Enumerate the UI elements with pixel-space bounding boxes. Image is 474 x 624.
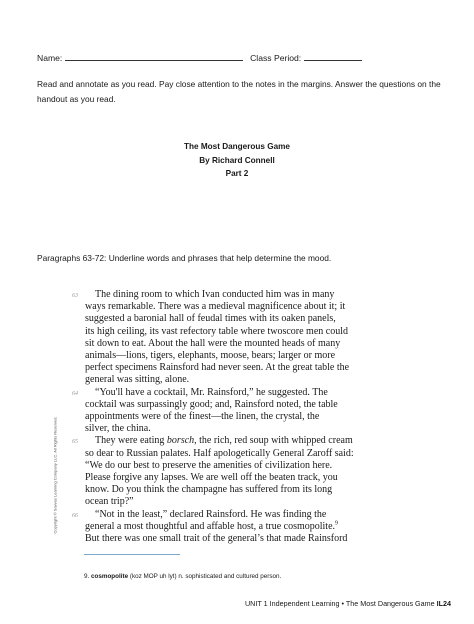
paragraph-63 (72, 289, 392, 387)
footnote-term: cosmopolite (91, 573, 129, 580)
passage-line: so dear to Russian palates. Half apologetically General Zaroff said: (85, 447, 354, 459)
passage-line: suggested a baronial hall of feudal times with its oaken panels, (85, 313, 336, 325)
footnote-marker: 9 (335, 520, 339, 527)
italic-word-borsch: borsch (166, 435, 195, 447)
passage-line: appointments were of the finest—the linen, the crystal, the (85, 411, 320, 423)
passage-line: “You'll have a cocktail, Mr. Rainsford,” he suggested. The (95, 386, 328, 398)
story-part: Part 2 (225, 169, 249, 179)
passage-line: perfect specimens Rainsford had never seen. At the great table the (85, 362, 350, 374)
passage-line: Please forgive any lapses. We are well off the beaten track, you (85, 472, 338, 484)
page-footer (245, 599, 451, 608)
instructions: Read and annotate as you read. Pay close attention to the notes in the margins. Answer the questions on the handout as you read. (37, 79, 441, 104)
passage-line: “Not in the least,” declared Rainsford. He was finding the (95, 508, 327, 520)
class-period-blank (304, 52, 362, 61)
footnote-definition: n. sophisticated and cultured person. (178, 573, 282, 580)
passage-line: general a most thoughtful and affable host, a true cosmopolite.$^9$ (85, 520, 339, 532)
story-author: By Richard Connell (199, 155, 275, 165)
passage-line: animals—lions, tigers, elephants, moose, bears; larger or more (85, 350, 336, 362)
passage-line: “We do our best to preserve the amenities of civilization here. (85, 459, 333, 471)
passage-line: silver, the china. (85, 423, 151, 435)
story-title: The Most Dangerous Game (183, 142, 290, 151)
footnote-pronunciation: (koz MOP uh lyt) (129, 573, 177, 580)
paragraph-66 (72, 509, 392, 546)
footer-text: UNIT 1 Independent Learning • The Most Dangerous Game (244, 599, 435, 608)
paragraph-number: 66 (72, 512, 78, 519)
task-instruction: Paragraphs 63-72: Underline words and phrases that help determine the mood. (37, 253, 332, 263)
passage-line: ways remarkable. There was a medieval magnificence about it; it (85, 301, 346, 313)
passage-line: its high ceiling, its vast refectory table where twoscore men could (85, 325, 348, 337)
passage-line: They were eating borsch, the rich, red soup with whipped cream (95, 435, 353, 447)
paragraph-number: 65 (72, 439, 78, 446)
page-number: IL24 (436, 599, 451, 608)
passage-line: ocean trip?” (85, 496, 134, 508)
passage-line: sit down to eat. About the hall were the mounted heads of many (85, 337, 341, 349)
passage-line: know. Do you think the champagne has suffered from its long (85, 484, 333, 496)
footnote-divider (84, 554, 180, 555)
name-label: Name: (37, 53, 63, 63)
footnote-number: 9. (84, 573, 90, 580)
passage-line: cocktail was surpassingly good; and, Rainsford noted, the table (85, 398, 338, 410)
name-blank (65, 52, 243, 61)
copyright-notice: Copyright © Savvas Learning Company LLC. All Rights Reserved. (52, 416, 58, 534)
class-period-label: Class Period: (250, 53, 302, 63)
footnote (84, 573, 281, 580)
passage-line: But there was one small trait of the general’s that made Rainsford (85, 533, 348, 545)
paragraph-65 (72, 435, 392, 508)
passage-line: The dining room to which Ivan conducted him was in many (95, 289, 335, 300)
paragraph-number: 64 (72, 390, 78, 397)
title-block (0, 140, 474, 181)
passage (72, 289, 392, 545)
passage-line: general was sitting, alone. (85, 374, 190, 386)
paragraph-64 (72, 387, 392, 436)
student-info-line (37, 52, 362, 63)
paragraph-number: 63 (72, 293, 78, 299)
